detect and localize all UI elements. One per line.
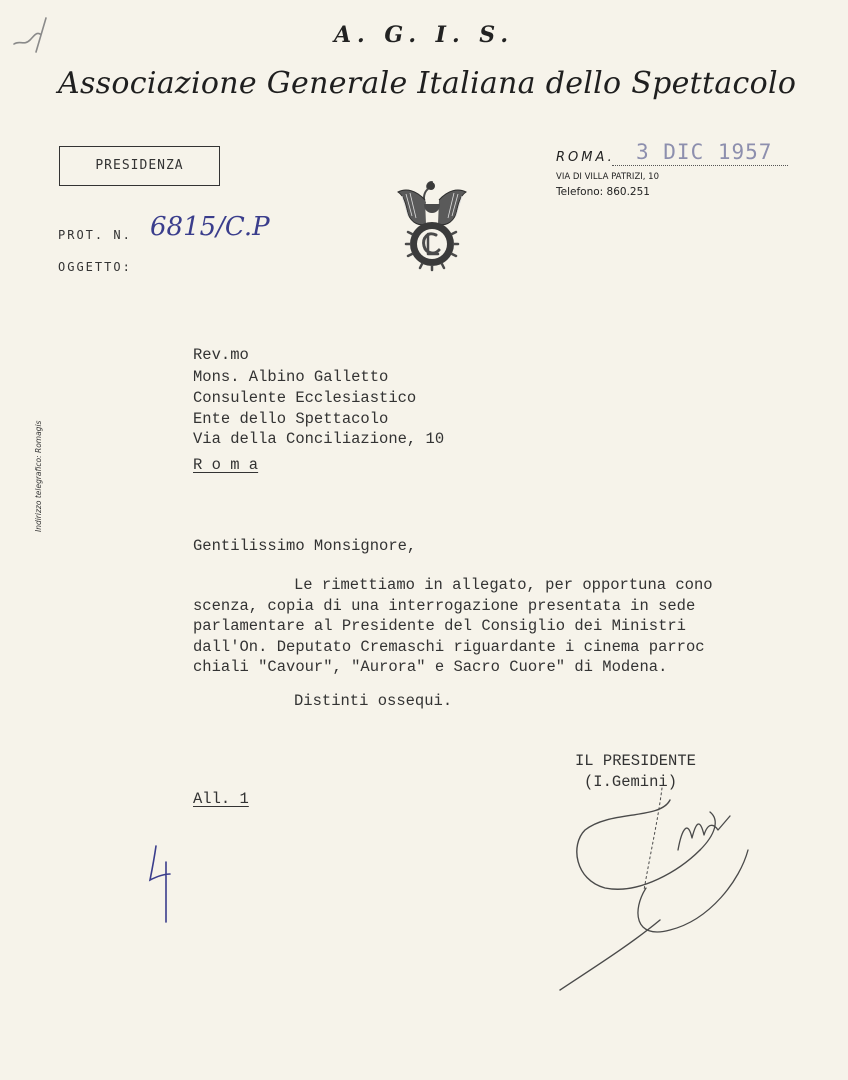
protocol-number: 6815/C.P (150, 212, 270, 242)
acronym: A. G. I. S. (333, 22, 515, 48)
corner-mark (6, 10, 54, 60)
recipient-line: Mons. Albino Galletto (193, 368, 389, 386)
city-label: ROMA. (556, 150, 615, 165)
salutation: Gentilissimo Monsignore, (193, 537, 417, 555)
paragraph-line: scenza, copia di una interrogazione presentata in sede (193, 597, 696, 615)
attachment-note: All. 1 (193, 790, 249, 808)
date-line (612, 165, 788, 166)
closing: Distinti ossequi. (294, 692, 453, 710)
margin-mark (146, 840, 176, 930)
paragraph-line: Le rimettiamo in allegato, per opportuna cono (294, 576, 713, 594)
recipient-line: Rev.mo (193, 346, 249, 364)
paragraph-line: parlamentare al Presidente del Consiglio dei Ministri (193, 617, 686, 635)
eagle-emblem-icon (394, 176, 470, 272)
signatory-name: (I.Gemini) (584, 773, 678, 791)
paragraph-line: chiali "Cavour", "Aurora" e Sacro Cuore" di Modena. (193, 658, 668, 676)
signatory-title: IL PRESIDENTE (575, 752, 696, 770)
telegraph-address: Indirizzo telegrafico: Romagis (34, 420, 43, 532)
paragraph-line: dall'On. Deputato Cremaschi riguardante i cinema parroc (193, 638, 705, 656)
recipient-line: Consulente Ecclesiastico (193, 389, 417, 407)
subject-label: OGGETTO: (58, 260, 132, 274)
recipient-line: Via della Conciliazione, 10 (193, 430, 445, 448)
recipient-line: Ente dello Spettacolo (193, 410, 389, 428)
date-stamp: 3 DIC 1957 (636, 140, 773, 164)
handwritten-signature (550, 780, 760, 995)
association-name: Associazione Generale Italiana dello Spettacolo (58, 66, 797, 101)
recipient-city: R o m a (193, 456, 259, 474)
protocol-label: PROT. N. (58, 228, 132, 242)
address: VIA DI VILLA PATRIZI, 10 (556, 172, 659, 182)
office-box: PRESIDENZA (59, 146, 220, 186)
phone: Telefono: 860.251 (556, 186, 650, 198)
